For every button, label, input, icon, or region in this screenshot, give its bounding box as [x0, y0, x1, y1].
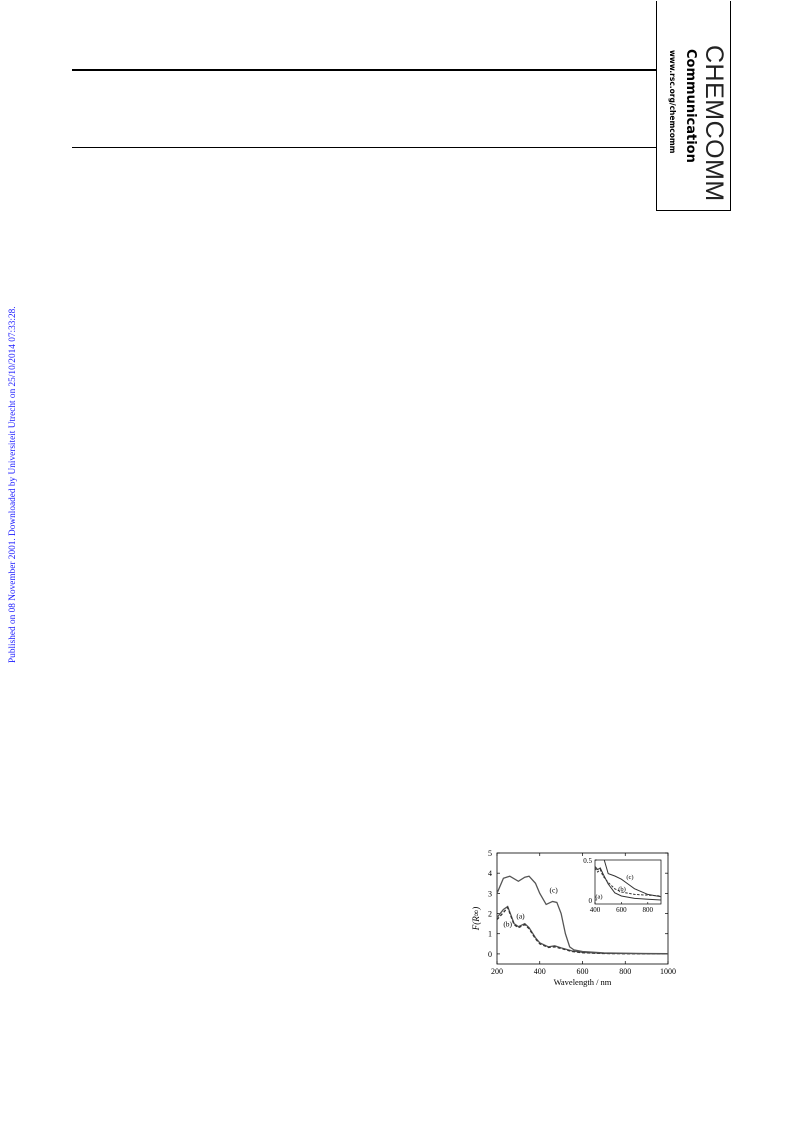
inset-series-label-1: (b): [618, 886, 626, 894]
inset-x-tick-label: 400: [589, 906, 601, 914]
x-tick-label: 400: [533, 967, 546, 976]
inset-x-tick-label: 600: [616, 906, 627, 914]
article-type: Communication: [683, 49, 698, 163]
figure-spectra: [470, 845, 685, 1005]
header-rule-bottom: [72, 147, 657, 148]
x-tick-label: 600: [576, 967, 589, 976]
download-notice[interactable]: Published on 08 November 2001. Downloaded by Universiteit Utrecht on 25/10/2014 07:33:28.: [8, 306, 18, 663]
journal-brand: [657, 1, 732, 211]
y-tick-label: 3: [488, 889, 492, 899]
inset-series-label-2: (c): [626, 874, 634, 882]
x-tick-label: 1000: [660, 967, 676, 976]
y-tick-label: 0: [488, 949, 492, 959]
y-tick-label: 1: [488, 929, 492, 939]
series-label-1: (b): [503, 919, 513, 929]
inset-y-tick-label: 0.5: [583, 857, 592, 865]
journal-name: CHEMCOMM: [700, 45, 728, 202]
y-tick-label: 5: [488, 849, 492, 858]
series-label-2: (c): [549, 885, 558, 895]
y-tick-label: 4: [488, 869, 492, 879]
series-label-0: (a): [516, 911, 525, 921]
inset-x-tick-label: 800: [642, 906, 654, 914]
x-tick-label: 800: [619, 967, 632, 976]
y-axis-label: F(R∞): [471, 906, 481, 931]
journal-url[interactable]: www.rsc.org/chemcomm: [668, 50, 677, 154]
inset-series-label-0: (a): [595, 893, 603, 901]
header-rule-top: [72, 69, 657, 71]
journal-brand-box: [656, 1, 731, 211]
x-tick-label: 200: [491, 967, 503, 976]
inset-y-tick-label: 0: [588, 897, 592, 905]
x-axis-label: Wavelength / nm: [553, 977, 612, 987]
y-tick-label: 2: [488, 909, 492, 919]
spectra-chart: [470, 845, 685, 1005]
